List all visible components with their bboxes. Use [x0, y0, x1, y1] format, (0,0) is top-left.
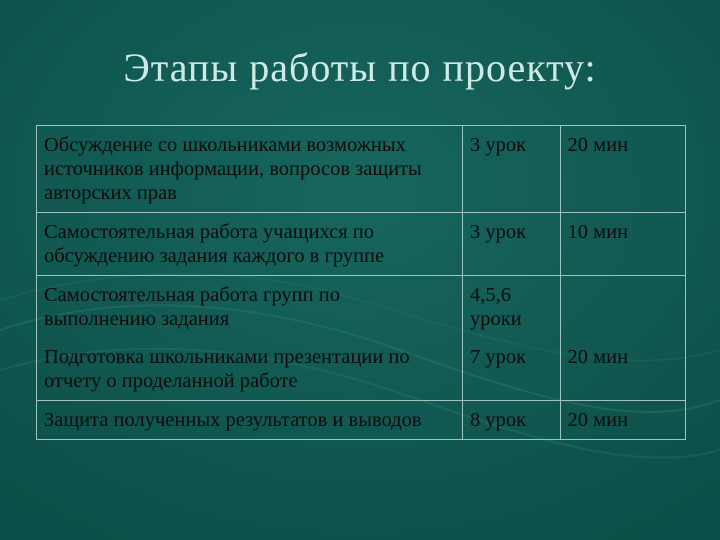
lesson-cell: 4,5,6 уроки — [462, 276, 560, 339]
lesson-cell: 3 урок — [462, 126, 560, 213]
table-row — [37, 401, 686, 440]
table-row — [37, 213, 686, 276]
time-cell: 10 мин — [560, 213, 685, 276]
stage-cell: Самостоятельная работа учащихся по обсуждению задания каждого в группе — [37, 213, 463, 276]
lesson-cell: 7 урок — [462, 338, 560, 401]
time-cell — [560, 276, 685, 339]
table-row — [37, 338, 686, 401]
stage-cell: Обсуждение со школьниками возможных источников информации, вопросов защиты авторских прав — [37, 126, 463, 213]
lesson-cell: 8 урок — [462, 401, 560, 440]
table-row — [37, 276, 686, 339]
time-cell: 20 мин — [560, 401, 685, 440]
time-cell: 20 мин — [560, 338, 685, 401]
stage-cell: Подготовка школьниками презентации по отчету о проделанной работе — [37, 338, 463, 401]
lesson-cell: 3 урок — [462, 213, 560, 276]
stage-cell: Самостоятельная работа групп по выполнению задания — [37, 276, 463, 339]
table-row — [37, 126, 686, 213]
time-cell: 20 мин — [560, 126, 685, 213]
project-stages-table — [36, 125, 686, 440]
stage-cell: Защита полученных результатов и выводов — [37, 401, 463, 440]
slide-title: Этапы работы по проекту: — [123, 45, 597, 90]
